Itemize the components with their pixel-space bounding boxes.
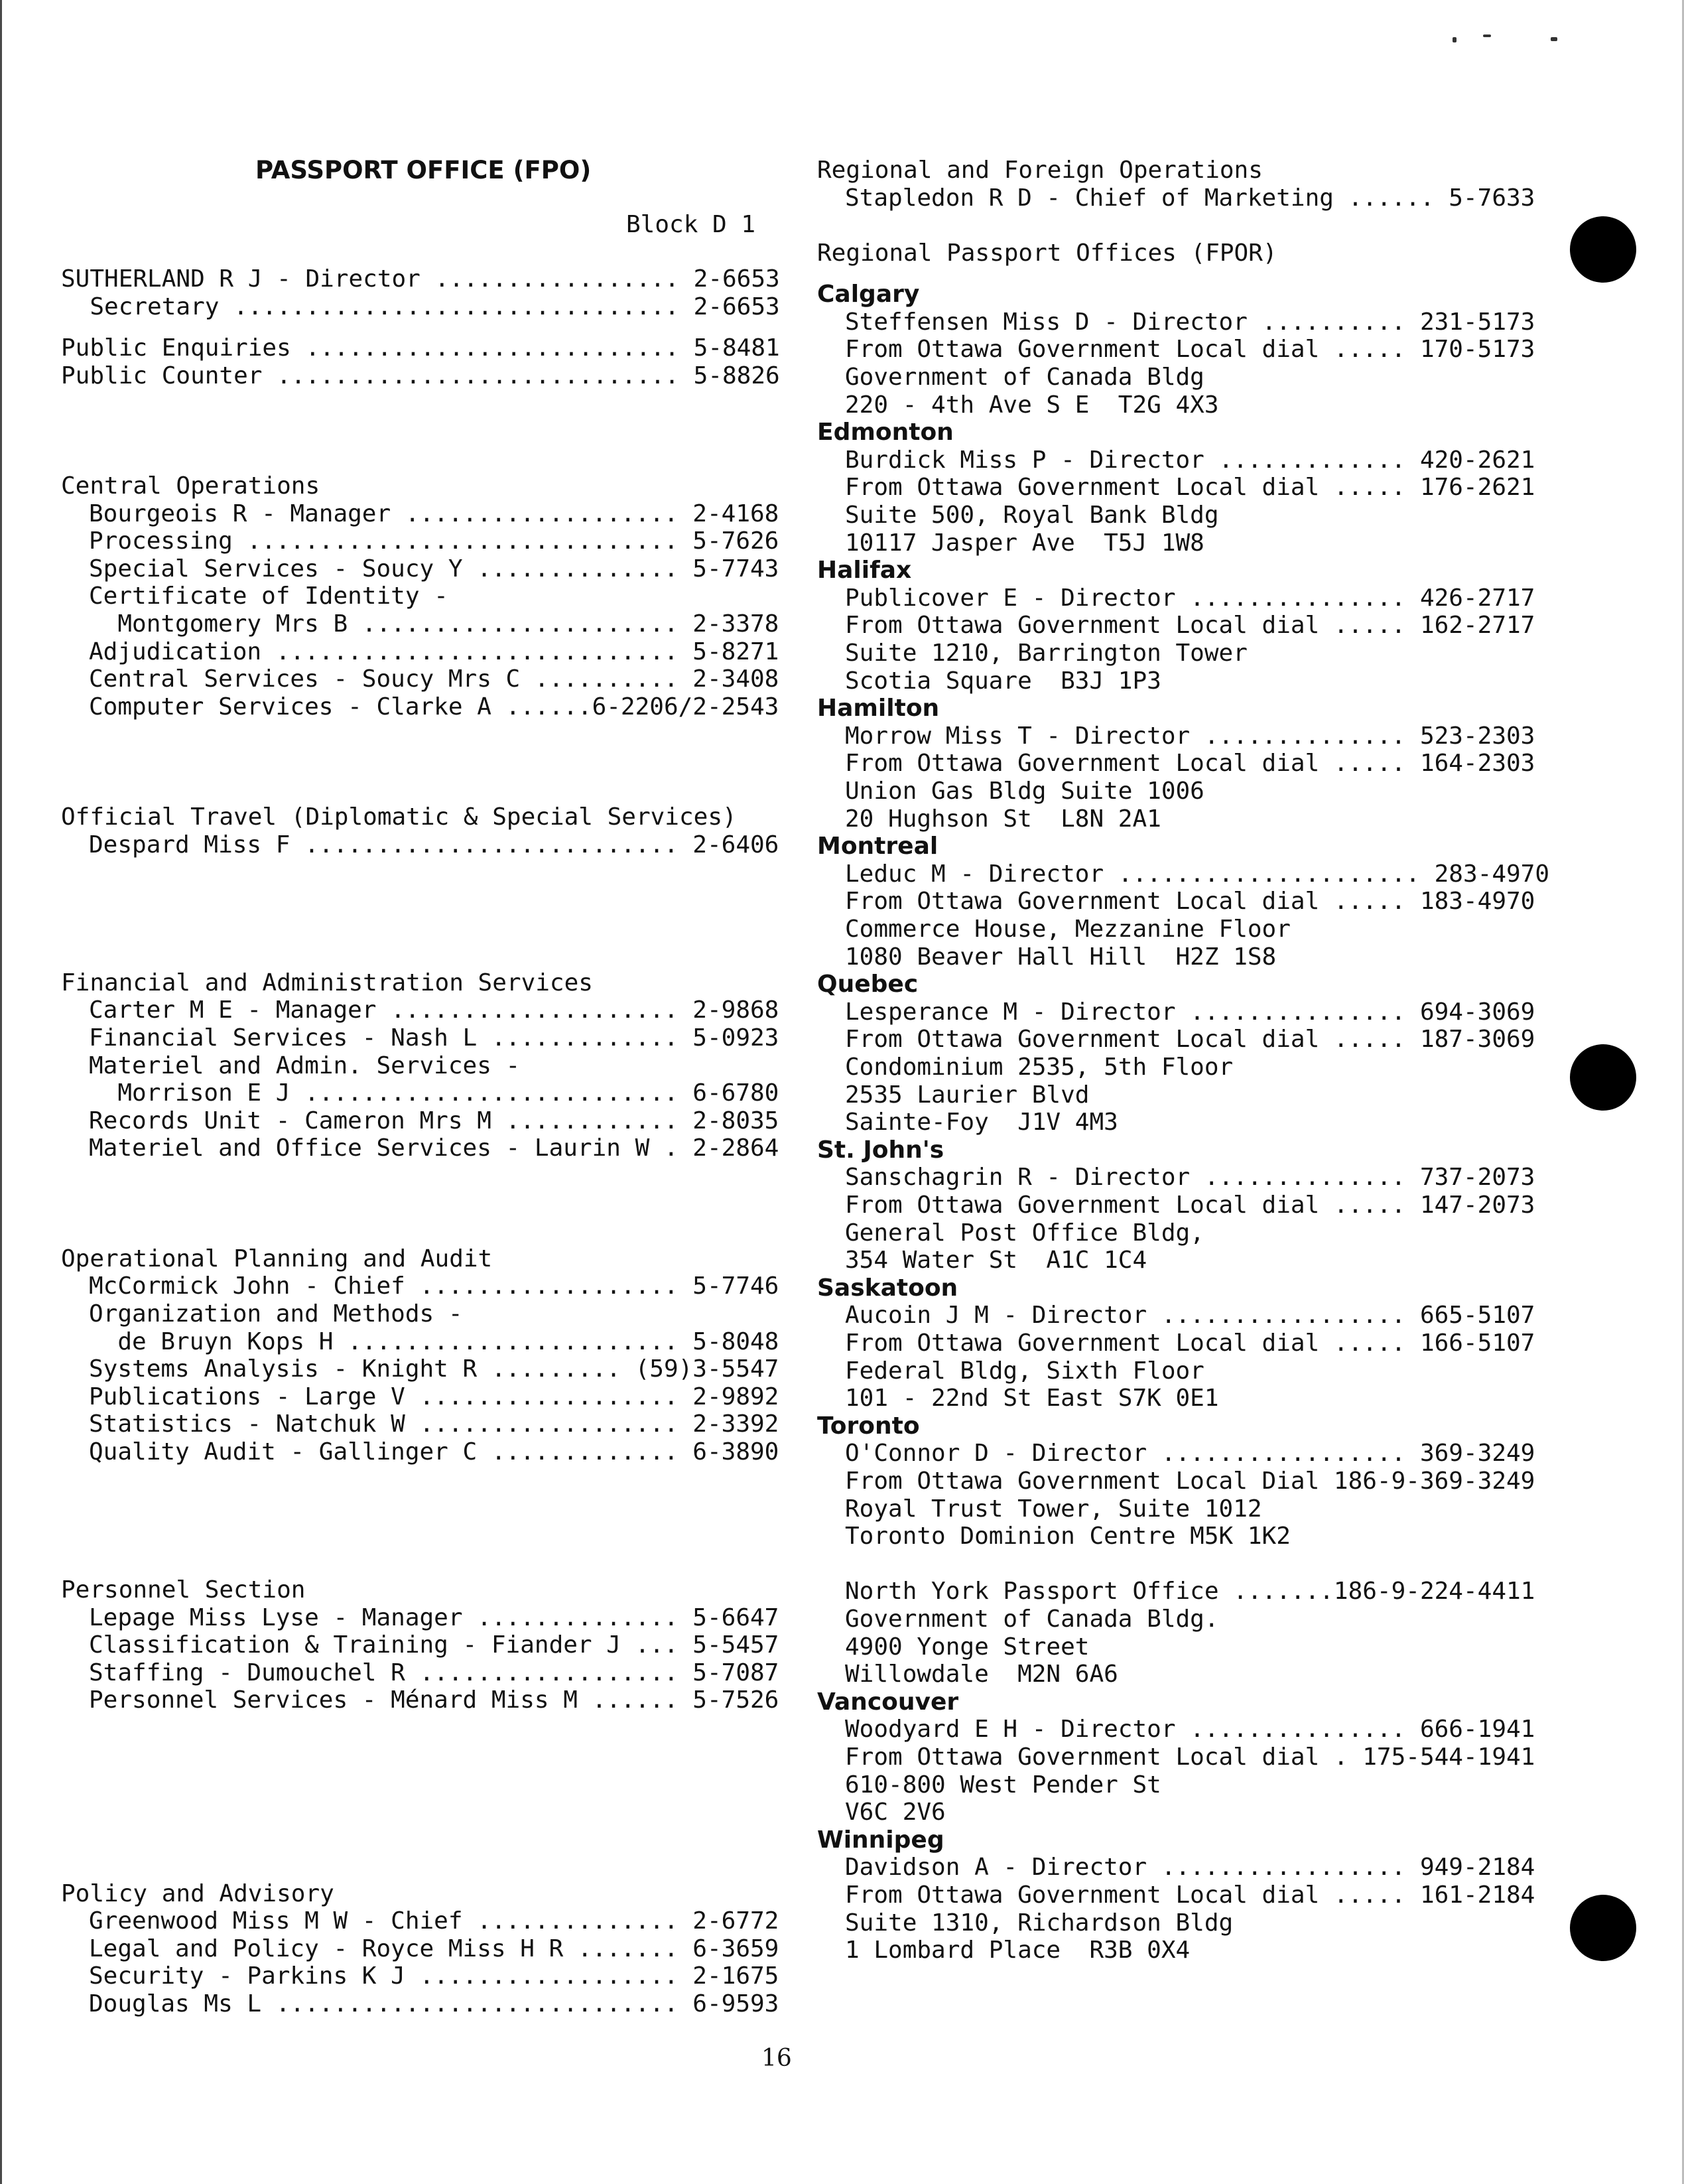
section-heading: Regional and Foreign Operations: [817, 157, 1263, 184]
directory-entry: From Ottawa Government Local dial ..... 162-2717: [845, 612, 1535, 640]
directory-entry: Federal Bldg, Sixth Floor: [845, 1357, 1204, 1385]
public-counter-entry: Public Counter ............................ 5-8826: [61, 362, 780, 389]
directory-entry: From Ottawa Government Local dial ..... 187-3069: [845, 1026, 1535, 1054]
directory-entry: From Ottawa Government Local dial ..... 147-2073: [845, 1192, 1535, 1219]
binder-hole: [1570, 1044, 1636, 1111]
directory-entry: Scotia Square B3J 1P3: [845, 667, 1161, 695]
directory-entry: Government of Canada Bldg: [845, 364, 1204, 391]
directory-entry: Security - Parkins K J .................. 2-1675: [89, 1962, 779, 1990]
directory-entry: Greenwood Miss M W - Chief .............. 2-6772: [89, 1907, 779, 1935]
directory-entry: From Ottawa Government Local dial ..... 161-2184: [845, 1881, 1535, 1909]
directory-entry: 610-800 West Pender St: [845, 1771, 1161, 1799]
section-heading: Official Travel (Diplomatic & Special Services): [61, 803, 737, 831]
directory-entry: Union Gas Bldg Suite 1006: [845, 778, 1204, 805]
binder-hole: [1570, 1895, 1636, 1961]
directory-entry: 4900 Yonge Street: [845, 1633, 1090, 1661]
directory-entry: Suite 1310, Richardson Bldg: [845, 1909, 1234, 1937]
director-entry: SUTHERLAND R J - Director ................. 2-6653: [61, 265, 780, 293]
directory-entry: Bourgeois R - Manager ................... 2-4168: [89, 500, 779, 527]
section-heading: Operational Planning and Audit: [61, 1245, 493, 1272]
city-heading: Quebec: [817, 971, 919, 998]
directory-entry: From Ottawa Government Local dial ..... 164-2303: [845, 750, 1535, 778]
directory-entry: Organization and Methods -: [89, 1300, 463, 1328]
directory-entry: Toronto Dominion Centre M5K 1K2: [845, 1523, 1291, 1550]
binder-hole: [1570, 216, 1636, 283]
directory-entry: From Ottawa Government Local dial ..... 170-5173: [845, 336, 1535, 364]
directory-entry: Douglas Ms L ............................ 6-9593: [89, 1990, 779, 2017]
secretary-entry: Secretary ............................... 2-6653: [61, 293, 780, 320]
city-heading: Halifax: [817, 557, 912, 584]
directory-entry: Woodyard E H - Director ............... 666-1941: [845, 1716, 1535, 1743]
directory-entry: Quality Audit - Gallinger C ............. 6-3890: [89, 1438, 779, 1466]
page-title: PASSPORT OFFICE (FPO): [255, 156, 592, 184]
directory-entry: From Ottawa Government Local dial ..... 183-4970: [845, 888, 1535, 916]
directory-entry: de Bruyn Kops H ....................... 5-8048: [89, 1328, 779, 1355]
scan-speck: [1551, 37, 1557, 41]
directory-entry: Materiel and Office Services - Laurin W . 2-2864: [89, 1134, 779, 1162]
directory-entry: Morrison E J .......................... 6-6780: [89, 1079, 779, 1107]
public-enquiries-entry: Public Enquiries .......................... 5-8481: [61, 334, 780, 362]
directory-entry: Despard Miss F .......................... 2-6406: [89, 831, 779, 858]
directory-entry: From Ottawa Government Local dial ..... 176-2621: [845, 474, 1535, 502]
directory-entry: Staffing - Dumouchel R .................. 5-7087: [89, 1659, 779, 1686]
section-heading: Regional Passport Offices (FPOR): [817, 239, 1277, 267]
city-heading: Saskatoon: [817, 1274, 958, 1302]
directory-entry: Materiel and Admin. Services -: [89, 1052, 521, 1079]
directory-entry: Personnel Services - Ménard Miss M ...... 5-7526: [89, 1686, 779, 1714]
directory-entry: General Post Office Bldg,: [845, 1219, 1204, 1247]
directory-entry: Commerce House, Mezzanine Floor: [845, 916, 1291, 943]
directory-entry: Condominium 2535, 5th Floor: [845, 1054, 1234, 1081]
directory-entry: V6C 2V6: [845, 1799, 946, 1826]
directory-entry: Statistics - Natchuk W .................. 2-3392: [89, 1410, 779, 1438]
directory-entry: 10117 Jasper Ave T5J 1W8: [845, 529, 1204, 557]
directory-entry: 1080 Beaver Hall Hill H2Z 1S8: [845, 943, 1277, 971]
directory-entry: From Ottawa Government Local dial . 175-544-1941: [845, 1743, 1535, 1771]
directory-entry: From Ottawa Government Local dial ..... 166-5107: [845, 1330, 1535, 1357]
section-heading: Financial and Administration Services: [61, 969, 593, 996]
directory-entry: Central Services - Soucy Mrs C .......... 2-3408: [89, 665, 779, 693]
directory-entry: 354 Water St A1C 1C4: [845, 1247, 1147, 1274]
page-number: 16: [761, 2045, 792, 2072]
directory-entry: Steffensen Miss D - Director .......... 231-5173: [845, 308, 1535, 336]
section-heading: Personnel Section: [61, 1576, 306, 1604]
directory-entry: Burdick Miss P - Director ............. 420-2621: [845, 446, 1535, 474]
directory-entry: 220 - 4th Ave S E T2G 4X3: [845, 391, 1219, 419]
directory-entry: Stapledon R D - Chief of Marketing ...... 5-7633: [845, 184, 1535, 212]
directory-entry: Classification & Training - Fiander J ... 5-5457: [89, 1631, 779, 1659]
directory-entry: Willowdale M2N 6A6: [845, 1661, 1118, 1688]
city-heading: Hamilton: [817, 695, 940, 722]
section-heading: Central Operations: [61, 472, 320, 500]
directory-entry: Special Services - Soucy Y .............. 5-7743: [89, 555, 779, 582]
directory-entry: Processing .............................. 5-7626: [89, 527, 779, 555]
directory-entry: Leduc M - Director ..................... 283-4970: [845, 860, 1550, 888]
directory-entry: 20 Hughson St L8N 2A1: [845, 805, 1161, 833]
directory-entry: Legal and Policy - Royce Miss H R ....... 6-3659: [89, 1935, 779, 1962]
directory-entry: 1 Lombard Place R3B 0X4: [845, 1937, 1191, 1964]
city-heading: Winnipeg: [817, 1826, 944, 1854]
directory-entry: Royal Trust Tower, Suite 1012: [845, 1495, 1262, 1523]
directory-entry: Systems Analysis - Knight R ......... (59)3-5547: [89, 1355, 779, 1383]
directory-entry: Suite 1210, Barrington Tower: [845, 640, 1248, 667]
directory-entry: Publicover E - Director ............... 426-2717: [845, 584, 1535, 612]
directory-entry: Lesperance M - Director ............... 694-3069: [845, 998, 1535, 1026]
directory-entry: Sanschagrin R - Director .............. 737-2073: [845, 1164, 1535, 1192]
directory-entry: McCormick John - Chief .................. 5-7746: [89, 1272, 779, 1300]
directory-entry: Aucoin J M - Director ................. 665-5107: [845, 1302, 1535, 1330]
directory-entry: Davidson A - Director ................. 949-2184: [845, 1854, 1535, 1881]
directory-entry: From Ottawa Government Local Dial 186-9-369-3249: [845, 1467, 1535, 1495]
city-heading: Montreal: [817, 833, 939, 860]
directory-entry: Records Unit - Cameron Mrs M ............ 2-8035: [89, 1107, 779, 1134]
directory-entry: Montgomery Mrs B ...................... 2-3378: [89, 610, 779, 638]
directory-entry: O'Connor D - Director ................. 369-3249: [845, 1440, 1535, 1467]
directory-entry: Carter M E - Manager .................... 2-9868: [89, 996, 779, 1024]
scan-speck: [1453, 37, 1457, 42]
directory-entry: Morrow Miss T - Director .............. 523-2303: [845, 722, 1535, 750]
directory-entry: 101 - 22nd St East S7K 0E1: [845, 1385, 1219, 1412]
directory-entry: Suite 500, Royal Bank Bldg: [845, 502, 1219, 529]
directory-entry: Adjudication ............................ 5-8271: [89, 638, 779, 665]
directory-entry: Government of Canada Bldg.: [845, 1605, 1219, 1633]
directory-entry: Certificate of Identity -: [89, 582, 448, 610]
section-heading: Policy and Advisory: [61, 1879, 334, 1907]
directory-entry: Sainte-Foy J1V 4M3: [845, 1109, 1118, 1136]
directory-entry: 2535 Laurier Blvd: [845, 1081, 1090, 1109]
directory-entry: Lepage Miss Lyse - Manager .............. 5-6647: [89, 1604, 779, 1631]
scan-left-edge: [0, 0, 2, 2184]
directory-entry: Publications - Large V .................. 2-9892: [89, 1383, 779, 1410]
city-heading: Vancouver: [817, 1688, 959, 1716]
directory-entry: North York Passport Office .......186-9-224-4411: [845, 1578, 1535, 1605]
city-heading: Edmonton: [817, 419, 954, 446]
scan-speck: [1483, 34, 1491, 37]
city-heading: Toronto: [817, 1412, 920, 1440]
city-heading: Calgary: [817, 281, 920, 308]
city-heading: St. John's: [817, 1136, 944, 1164]
directory-entry: Computer Services - Clarke A ......6-2206/2-2543: [89, 693, 779, 720]
block-label: Block D 1: [626, 211, 756, 238]
directory-entry: Financial Services - Nash L ............. 5-0923: [89, 1024, 779, 1052]
